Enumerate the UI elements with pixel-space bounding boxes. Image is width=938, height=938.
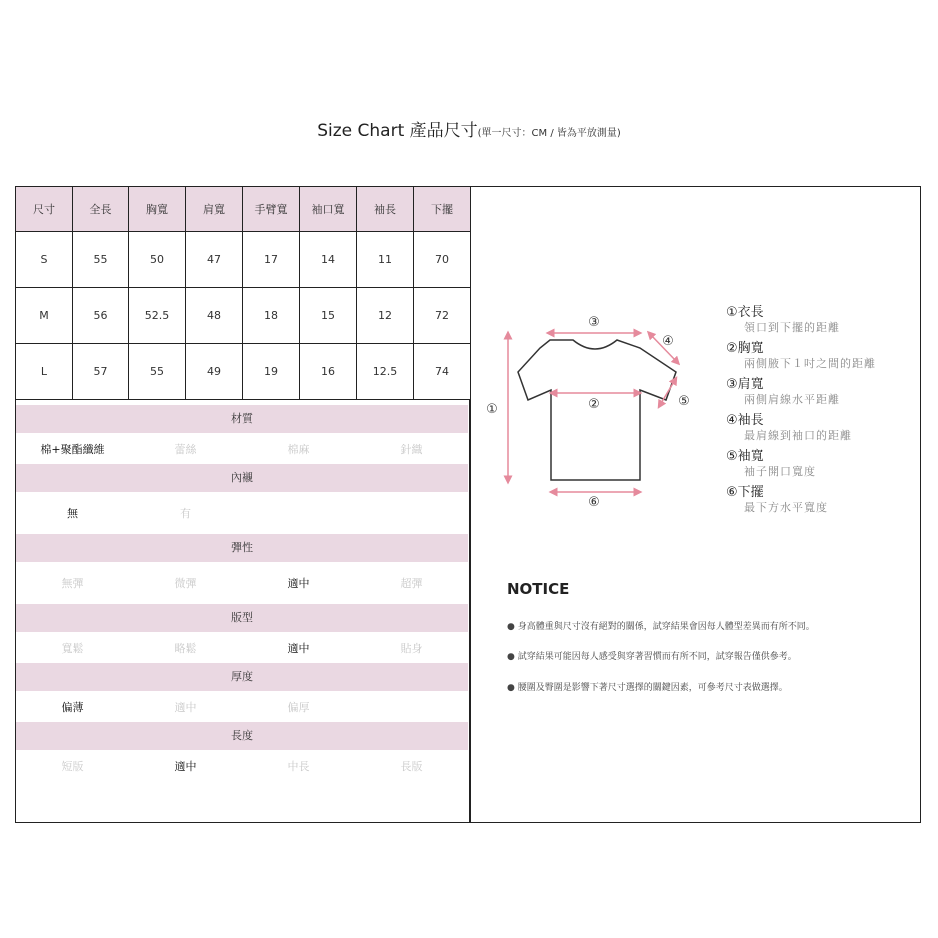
notice-item: ● 試穿結果可能因每人感受與穿著習慣而有所不同，試穿報告僅供參考。: [507, 652, 797, 662]
attr-options-thickness: [16, 691, 468, 722]
attr-option: 略鬆: [174, 641, 197, 655]
legend-item: [726, 485, 876, 515]
marker-4: ④: [662, 334, 674, 349]
legend-name: ③肩寬: [726, 377, 764, 392]
table-cell: 70: [414, 232, 471, 288]
attr-options-length: [16, 750, 468, 781]
title-sub: (單一尺寸：CM / 皆為平放測量): [477, 128, 621, 139]
attr-option: 無: [67, 507, 78, 520]
table-cell: 74: [414, 344, 471, 400]
header-cell: 手臂寬: [243, 187, 300, 232]
header-cell: 全長: [73, 187, 129, 232]
attr-option: 超彈: [400, 577, 423, 590]
attr-option: 適中: [287, 577, 310, 590]
table-cell: 50: [129, 232, 186, 288]
table-cell: 57: [73, 344, 129, 400]
legend-desc: 最下方水平寬度: [744, 501, 828, 514]
table-cell: 15: [300, 288, 357, 344]
table-cell: 12: [357, 288, 414, 344]
attr-option: 蕾絲: [174, 442, 197, 456]
table-cell: 72: [414, 288, 471, 344]
table-row: [16, 288, 471, 344]
legend-item: [726, 341, 876, 371]
legend-name: ①衣長: [726, 305, 764, 320]
header-cell: 肩寬: [186, 187, 243, 232]
attr-option: 寬鬆: [61, 641, 84, 655]
table-cell: 18: [243, 288, 300, 344]
table-cell: 56: [73, 288, 129, 344]
attr-heading-fit: 版型: [16, 604, 468, 632]
measurement-legend: [726, 305, 876, 521]
page-title: [0, 116, 938, 141]
table-row: [16, 232, 471, 288]
size-table: [15, 186, 471, 400]
legend-item: [726, 449, 876, 479]
legend-desc: 最肩線到袖口的距離: [744, 429, 852, 442]
table-cell: 49: [186, 344, 243, 400]
attr-option: 偏薄: [61, 700, 84, 714]
size-table-header: [16, 187, 471, 232]
table-cell: 48: [186, 288, 243, 344]
marker-5: ⑤: [678, 394, 690, 409]
header-cell: 胸寬: [129, 187, 186, 232]
marker-1: ①: [486, 402, 498, 417]
table-cell: 16: [300, 344, 357, 400]
legend-desc: 兩側肩線水平距離: [744, 393, 840, 406]
attr-option: 有: [180, 507, 191, 520]
notice-title: NOTICE: [507, 580, 570, 598]
table-cell: 55: [73, 232, 129, 288]
attr-option: 適中: [287, 641, 310, 655]
arrow-sleeve-width: [660, 380, 675, 405]
table-cell: 14: [300, 232, 357, 288]
table-cell: 52.5: [129, 288, 186, 344]
attr-option: 無彈: [61, 577, 84, 590]
attr-heading-lining: 內襯: [16, 464, 468, 492]
attr-option: 中長: [287, 759, 310, 773]
table-cell: 11: [357, 232, 414, 288]
table-cell: M: [16, 288, 73, 344]
table-cell: S: [16, 232, 73, 288]
attr-heading-length: 長度: [16, 722, 468, 750]
attr-option: 針織: [400, 442, 423, 456]
legend-name: ⑤袖寬: [726, 449, 764, 464]
table-cell: 55: [129, 344, 186, 400]
attr-option: 棉麻: [287, 442, 310, 456]
attr-options-material: [16, 433, 468, 464]
legend-desc: 領口到下擺的距離: [744, 321, 840, 334]
table-row: [16, 344, 471, 400]
legend-desc: 袖子開口寬度: [744, 465, 816, 478]
legend-name: ⑥下擺: [726, 485, 764, 500]
attr-option: 微彈: [174, 577, 197, 590]
attr-heading-thickness: 厚度: [16, 663, 468, 691]
marker-2: ②: [588, 397, 600, 412]
attribute-panel: [16, 405, 468, 781]
attr-option: 短版: [61, 759, 84, 773]
attr-option: 長版: [400, 759, 423, 773]
table-cell: L: [16, 344, 73, 400]
legend-item: [726, 413, 876, 443]
marker-3: ③: [588, 315, 600, 330]
header-cell: 袖長: [357, 187, 414, 232]
attr-heading-material: 材質: [16, 405, 468, 433]
legend-item: [726, 377, 876, 407]
attr-option: 適中: [174, 759, 197, 773]
table-cell: 47: [186, 232, 243, 288]
tshirt-diagram: [480, 300, 690, 510]
table-cell: 12.5: [357, 344, 414, 400]
legend-desc: 兩側腋下１吋之間的距離: [744, 357, 876, 370]
marker-6: ⑥: [588, 495, 600, 510]
legend-item: [726, 305, 876, 335]
attr-options-fit: [16, 632, 468, 663]
attr-option: 貼身: [400, 641, 423, 655]
attr-options-elasticity: [16, 562, 468, 604]
table-cell: 19: [243, 344, 300, 400]
legend-name: ④袖長: [726, 413, 764, 428]
header-cell: 下擺: [414, 187, 471, 232]
header-cell: 袖口寬: [300, 187, 357, 232]
legend-name: ②胸寬: [726, 341, 764, 356]
attr-option: 棉+聚酯纖維: [40, 442, 105, 456]
attr-option: 適中: [174, 700, 197, 714]
title-main: Size Chart 產品尺寸: [317, 121, 478, 141]
table-cell: 17: [243, 232, 300, 288]
header-cell: 尺寸: [16, 187, 73, 232]
notice-item: ● 身高體重與尺寸沒有絕對的關係，試穿結果會因每人體型差異而有所不同。: [507, 622, 815, 632]
attr-options-lining: [16, 492, 468, 534]
attr-heading-elasticity: 彈性: [16, 534, 468, 562]
attr-option: 偏厚: [287, 700, 310, 714]
notice-item: ● 腰圍及臀圍是影響下著尺寸選擇的關鍵因素，可參考尺寸表做選擇。: [507, 683, 788, 693]
